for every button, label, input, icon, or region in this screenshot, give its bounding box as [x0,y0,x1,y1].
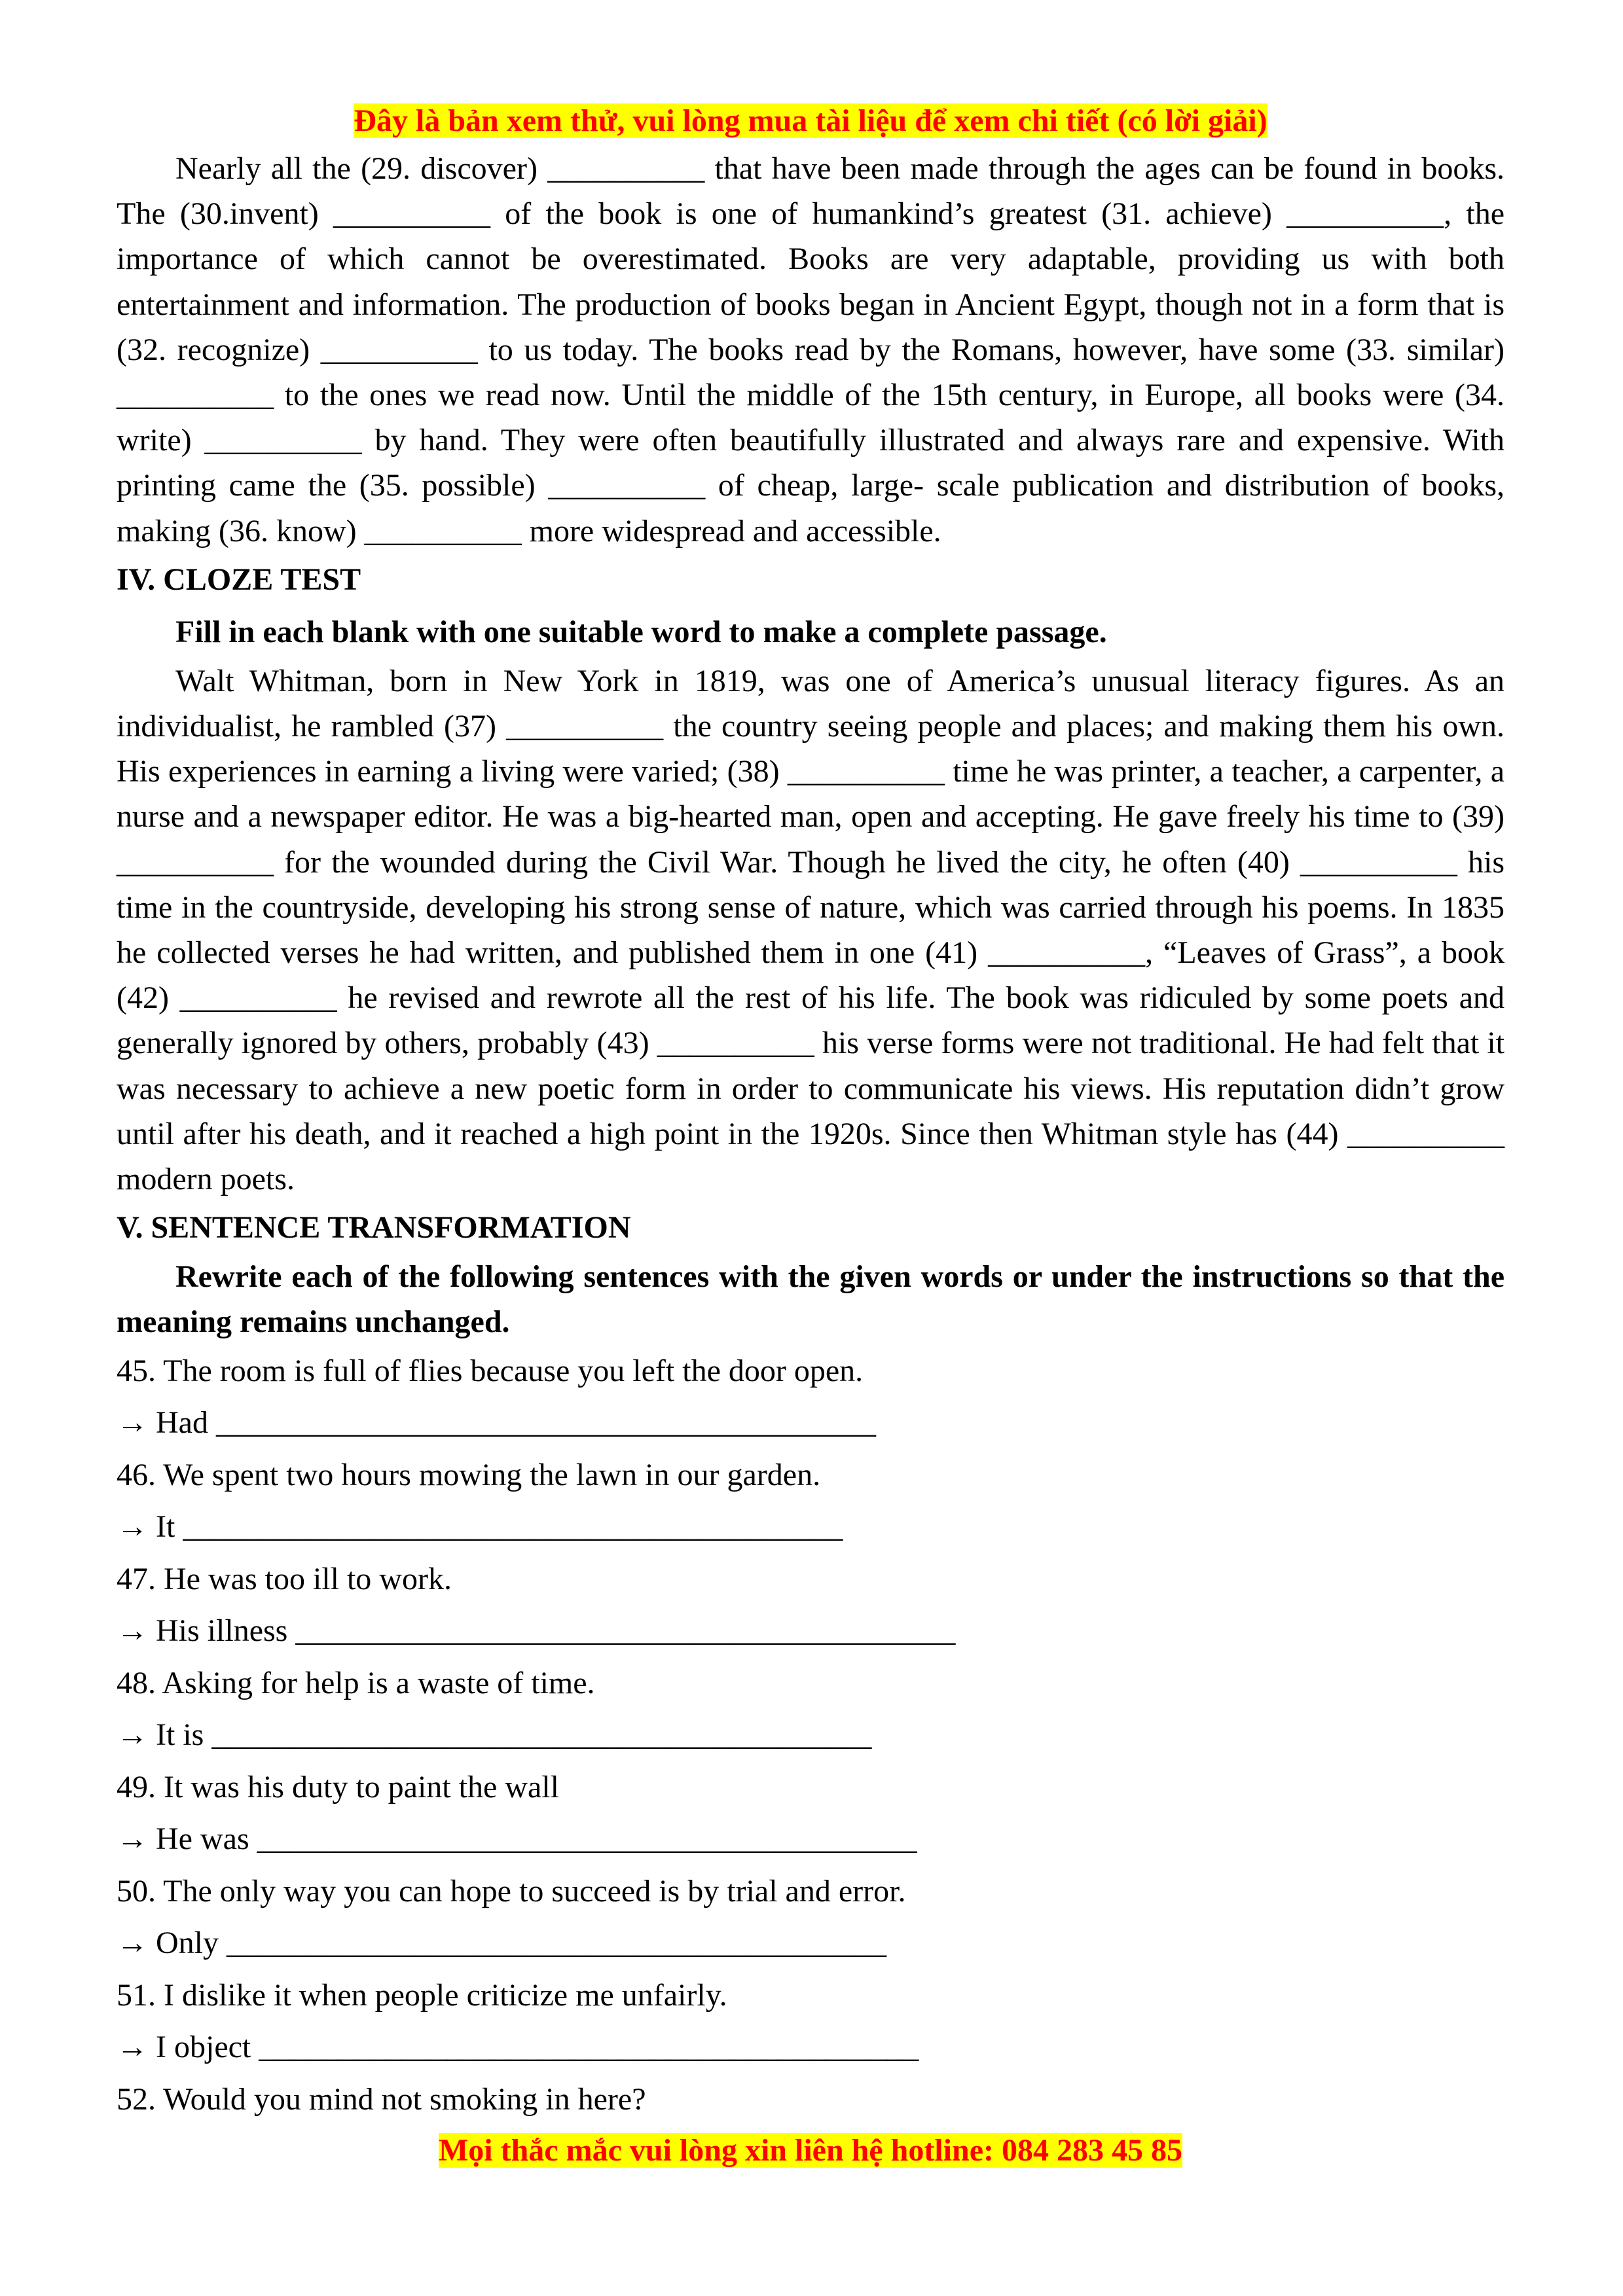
section-v-heading: V. SENTENCE TRANSFORMATION [117,1210,631,1246]
hotline-banner-text: Mọi thắc mắc vui lòng xin liên hệ hotline: 084 283 45 85 [438,2133,1182,2168]
answer-line-46: → It __________________________________________ [117,1509,843,1545]
transformation-list [117,1345,1504,2126]
question-49: 49. It was his duty to paint the wall [117,1769,559,1804]
section-iv-instruction: Fill in each blank with one suitable word to make a complete passage. [175,614,1107,649]
preview-banner [117,98,1504,143]
preview-banner-text: Đây là bản xem thử, vui lòng mua tài liệu để xem chi tiết (có lời giải) [354,103,1267,138]
answer-line-48: → It is __________________________________________ [117,1717,872,1753]
question-52: 52. Would you mind not smoking in here? [117,2081,646,2117]
reading-passage: Nearly all the (29. discover) __________ that have been made through the ages can be found in books. The (30.invent) __________ of the book is one of humankind’s greatest (31. achieve) __________, the importance of which cannot be overestimated. Books are very adaptable, providing us with both entertainment and information. The production of books began in Ancient Egypt, though not in a form that is (32. recognize) __________ to us today. The books read by the Romans, however, have some (33. similar) __________ to the ones we read now. Until the middle of the 15th century, in Europe, all books were (34. write) __________ by hand. They were often beautifully illustrated and always rare and expensive. With printing came the (35. possible) __________ of cheap, large- scale publication and distribution of books, making (36. know) __________ more widespread and accessible. [117,151,1504,548]
answer-line-49: → He was __________________________________________ [117,1821,917,1857]
answer-line-45: → Had __________________________________________ [117,1405,876,1441]
cloze-passage: Walt Whitman, born in New York in 1819, was one of America’s unusual literacy figures. As an individualist, he rambled (37) __________ the country seeing people and places; and making them his own. His experiences in earning a living were varied; (38) __________ time he was printer, a teacher, a carpenter, a nurse and a newspaper editor. He was a big-hearted man, open and accepting. He gave freely his time to (39) __________ for the wounded during the Civil War. Though he lived the city, he often (40) __________ his time in the countryside, developing his strong sense of nature, which was carried through his poems. In 1835 he collected verses he had written, and published them in one (41) __________, “Leaves of Grass”, a book (42) __________ he revised and rewrote all the rest of his life. The book was ridiculed by some poets and generally ignored by others, probably (43) __________ his verse forms were not traditional. He had felt that it was necessary to achieve a new poetic form in order to communicate his views. His reputation didn’t grow until after his death, and it reached a high point in the 1920s. Since then Whitman style has (44) __________ modern poets. [117,663,1504,1197]
hotline-banner [117,2125,1504,2176]
question-47: 47. He was too ill to work. [117,1561,452,1596]
section-iv-heading: IV. CLOZE TEST [117,562,361,597]
document-page [117,98,1504,2176]
section-v-instruction: Rewrite each of the following sentences with the given words or under the instructions so that the meaning remains unchanged. [117,1259,1504,1340]
answer-line-50: → Only __________________________________________ [117,1926,886,1961]
question-48: 48. Asking for help is a waste of time. [117,1665,595,1700]
question-46: 46. We spent two hours mowing the lawn in our garden. [117,1457,821,1492]
question-50: 50. The only way you can hope to succeed is by trial and error. [117,1873,906,1909]
question-51: 51. I dislike it when people criticize me unfairly. [117,1977,727,2013]
answer-line-51: → I object __________________________________________ [117,2030,919,2065]
answer-line-47: → His illness __________________________________________ [117,1613,956,1649]
question-45: 45. The room is full of flies because you left the door open. [117,1353,864,1388]
